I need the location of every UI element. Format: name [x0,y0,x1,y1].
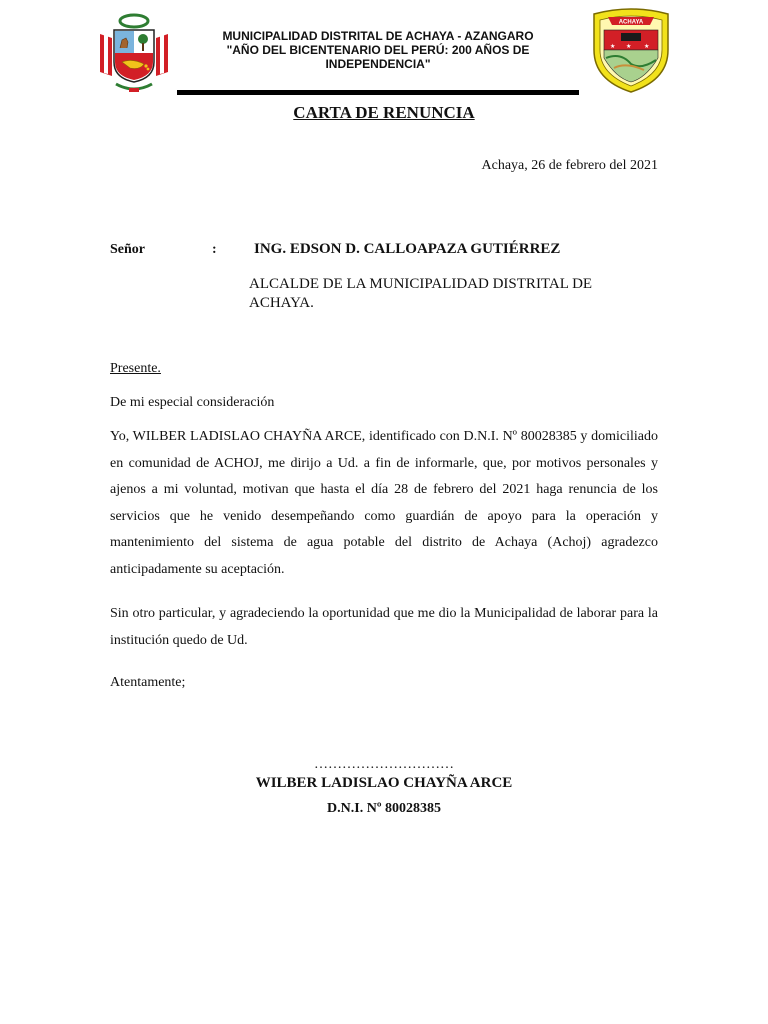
svg-text:★: ★ [610,44,616,50]
salutation-presente: Presente. [110,361,161,376]
signatory-name: WILBER LADISLAO CHAYÑA ARCE [255,775,513,791]
recipient-label: Señor [110,242,145,257]
body-paragraph-2: Sin otro particular, y agradeciendo la oportunidad que me dio la Municipalidad de laborar para la institución quedo de Ud. [110,606,658,648]
letter-date: Achaya, 26 de febrero del 2021 [481,158,658,173]
achaya-district-shield-emblem [586,8,676,96]
header-motto-line2: INDEPENDENCIA" [325,57,431,71]
salutation-greeting: De mi especial consideración [110,395,275,410]
header-motto-line1: "AÑO DEL BICENTENARIO DEL PERÚ: 200 AÑOS DE [226,43,530,57]
recipient-name: ING. EDSON D. CALLOAPAZA GUTIÉRREZ [254,241,561,257]
document-title: CARTA DE RENUNCIA [293,103,475,122]
signature-line: ………………………… [314,757,454,772]
closing-text: Atentamente; [110,675,186,690]
peru-coat-of-arms-emblem [96,12,172,98]
svg-text:★: ★ [626,44,632,50]
body-paragraph-1: Yo, WILBER LADISLAO CHAYÑA ARCE, identificado con D.N.I. Nº 80028385 y domiciliado en comunidad de ACHOJ, me dirijo a Ud. a fin de informarle, que, por motivos personales y ajenos a mi voluntad, motivan que hasta el día 28 de febrero del 2021 haga renuncia de los servicios que he venido desempeñando como guardián de apoyo para la operación y mantenimiento del sistema de agua potable del distrito de Achaya (Achoj) agradezco anticipadamente su aceptación. [110,429,658,577]
emblem-banner-text: ACHAYA [618,19,644,26]
recipient-position: ALCALDE DE LA MUNICIPALIDAD DISTRITAL DE ACHAYA. [249,276,593,311]
header-municipality: MUNICIPALIDAD DISTRITAL DE ACHAYA - AZANGARO [222,29,534,43]
recipient-colon: : [212,242,217,257]
svg-text:★: ★ [644,44,650,50]
signatory-dni: D.N.I. Nº 80028385 [327,801,441,816]
header-rule [177,90,579,95]
